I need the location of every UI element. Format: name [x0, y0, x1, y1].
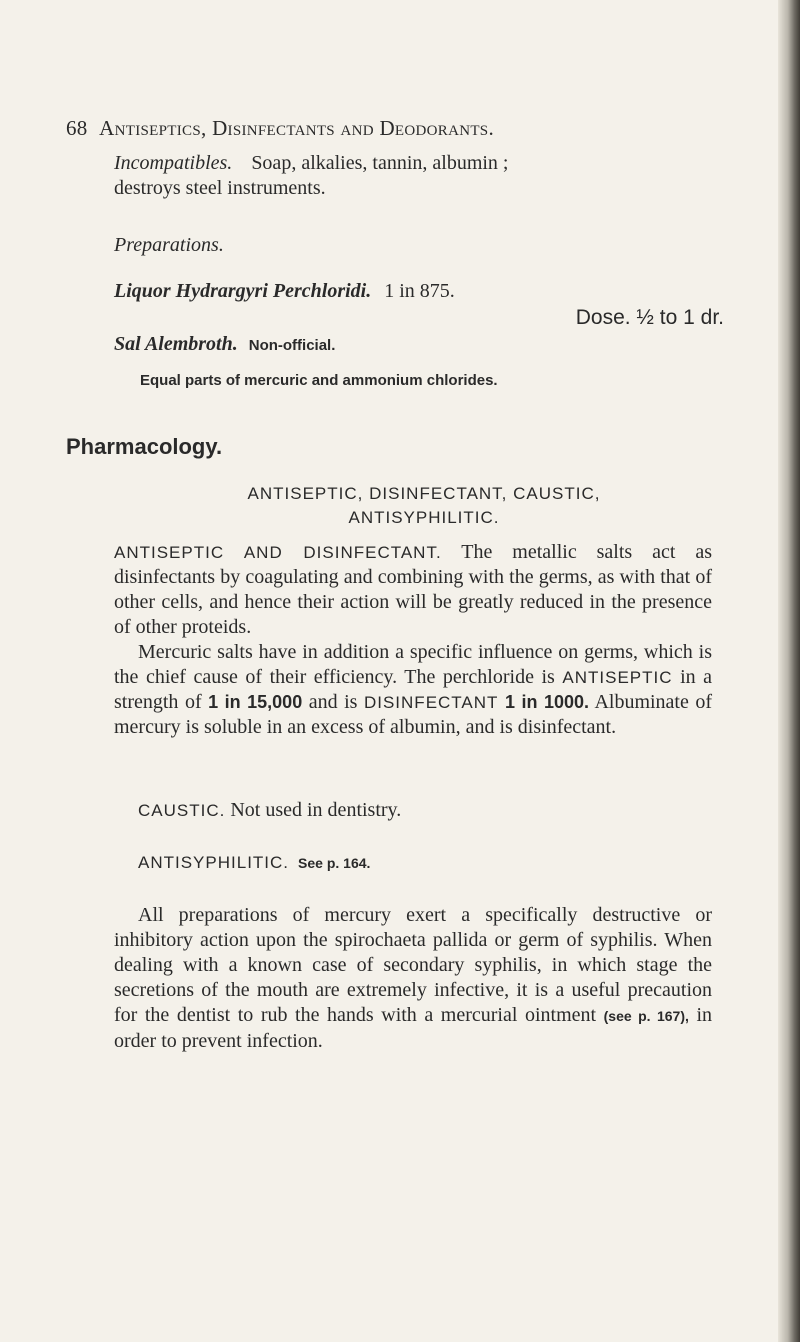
- antisyphilitic-paragraph: [114, 903, 712, 1054]
- sal-name: Sal Alembroth.: [114, 333, 238, 355]
- actions-list: [139, 482, 709, 530]
- actions-line-2: ANTISYPHILITIC.: [348, 508, 500, 527]
- antisyphilitic-lead: ANTISYPHILITIC.: [138, 853, 290, 872]
- actions-line-1: ANTISEPTIC, DISINFECTANT, CAUSTIC,: [247, 484, 601, 503]
- antiseptic-section: [114, 540, 712, 740]
- page-edge-shadow: [778, 0, 800, 1342]
- antisyphilitic-see-ref: (see p. 167),: [603, 1008, 689, 1024]
- sal-line: [114, 332, 714, 358]
- antiseptic-paragraph-2: [114, 640, 712, 740]
- preparations-label: Preparations.: [114, 234, 224, 256]
- antisyphilitic-text-a: All preparations of mercury exert a specifically destructive or inhibitory action upon the spirochaeta pallida or germ of syphilis. When dealing with a known case of secondary syphilis, in which stage the secretions of the mouth are extremely infective, it is a useful precaution for the dentist to rub the hands with a mercurial ointment: [114, 904, 712, 1026]
- antisyphilitic-ref: See p. 164.: [298, 855, 371, 871]
- caustic-lead: CAUSTIC.: [138, 801, 226, 820]
- antiseptic-lead: ANTISEPTIC AND DISINFECTANT.: [114, 543, 442, 562]
- page-number: 68: [66, 116, 88, 140]
- disinfectant-term: DISINFECTANT: [363, 693, 499, 712]
- running-title: Antiseptics, Disinfectants and Deodorants.: [99, 116, 494, 140]
- antiseptic-strength: 1 in 15,000: [208, 692, 303, 712]
- caustic-section: [138, 798, 738, 823]
- sal-status: Non-official.: [248, 337, 336, 354]
- liquor-strength: 1 in 875.: [384, 280, 455, 302]
- running-header: [66, 116, 726, 141]
- incompatibles-label: Incompatibles.: [114, 152, 233, 174]
- antisyphilitic-heading: [138, 850, 738, 876]
- antiseptic-paragraph-1: [114, 540, 712, 640]
- sal-description: Equal parts of mercuric and ammonium chlorides.: [140, 372, 498, 389]
- liquor-line: [114, 279, 722, 304]
- antiseptic-p2c: and is: [308, 691, 358, 713]
- antiseptic-term: ANTISEPTIC: [562, 668, 673, 687]
- caustic-text: Not used in dentistry.: [230, 799, 402, 821]
- incompatibles-section: [114, 151, 714, 201]
- antiseptic-p2a: Mercuric salts have in addition a specific influence on germs, which is the chief cause of their efficiency. The perchloride is: [114, 641, 712, 688]
- antiseptic-p2b: in a strength of: [114, 666, 713, 713]
- incompatibles-text-2: destroys steel instruments.: [114, 177, 326, 199]
- antisyphilitic-text-b: in order to prevent infection.: [114, 1004, 713, 1052]
- disinfectant-strength: 1 in 1000.: [504, 692, 590, 712]
- dose-text: Dose. ½ to 1 dr.: [575, 306, 724, 329]
- liquor-name: Liquor Hydrargyri Perchloridi.: [114, 280, 372, 302]
- antiseptic-p2d: Albuminate of mercury is soluble in an excess of albumin, and is disinfectant.: [114, 691, 713, 738]
- dose-line: [114, 305, 724, 330]
- antiseptic-p1: The metallic salts act as disinfectants by coagulating and combining with the germs, as with that of other cells, and hence their action will be greatly reduced in the presence of other proteids.: [114, 541, 713, 638]
- incompatibles-text: Soap, alkalies, tannin, albumin ;: [251, 152, 509, 174]
- pharmacology-heading: Pharmacology.: [66, 434, 223, 459]
